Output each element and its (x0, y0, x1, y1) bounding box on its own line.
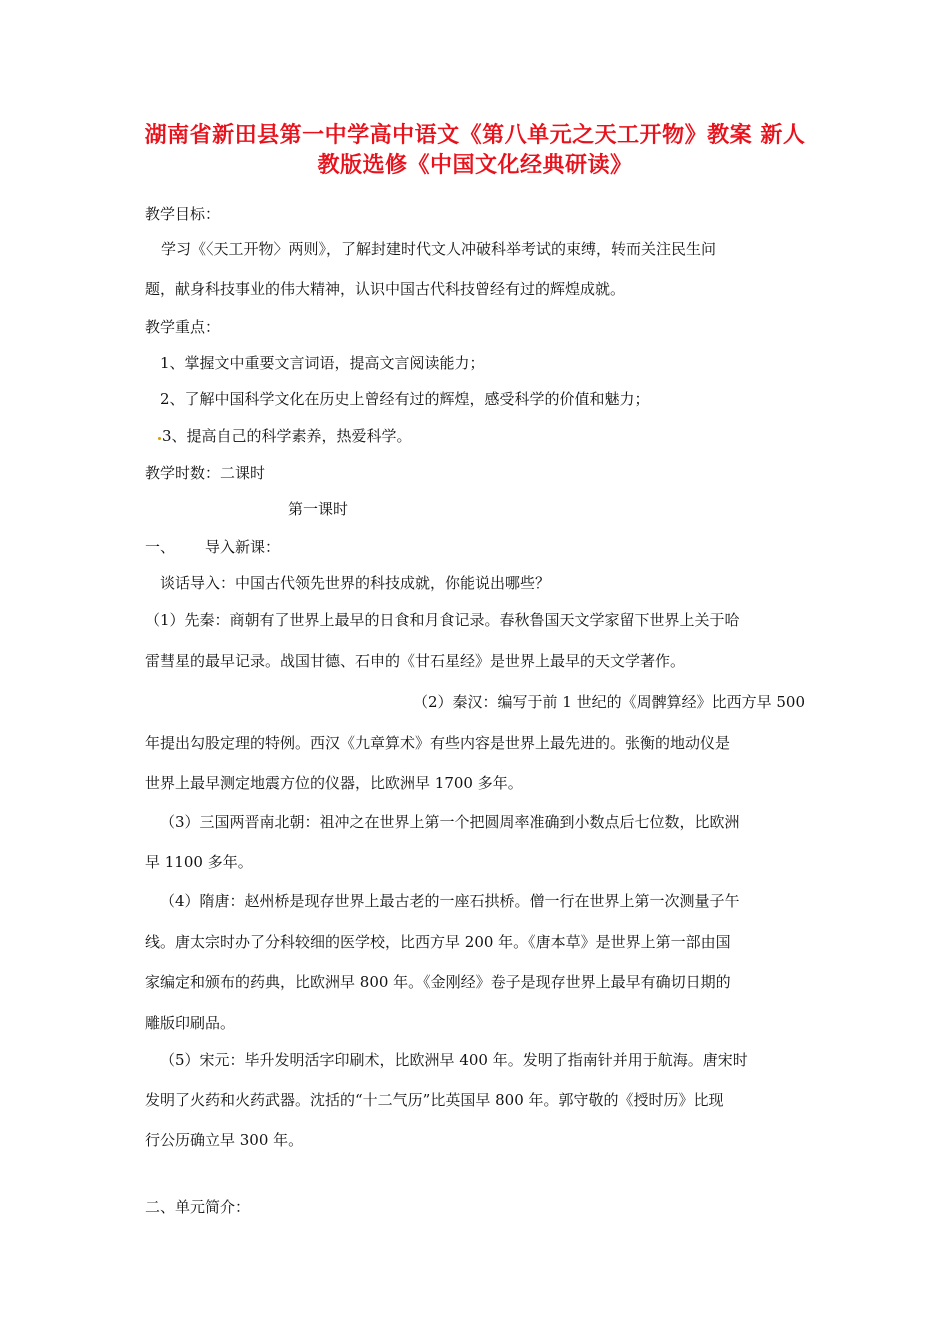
goals-text-line-1: 学习《〈天工开物〉两则》，了解封建时代文人冲破科举考试的束缚，转而关注民生问 (161, 240, 717, 258)
para-5-line-2: 发明了火药和火药武器。沈括的“十二气历”比英国早 800 年。郭守敬的《授时历》比现 (145, 1091, 724, 1109)
para-3-line-2: 早 1100 多年。 (145, 853, 253, 871)
title-line-2: 教版选修《中国文化经典研读》 (317, 152, 633, 178)
para-4-line-4: 雕版印刷品。 (145, 1014, 236, 1032)
para-2-line-1: （2）秦汉：编写于前 1 世纪的《周髀算经》比西方早 500 (412, 693, 805, 711)
teaching-hours: 教学时数：二课时 (145, 464, 266, 482)
document-title (120, 120, 830, 180)
keypoint-item-3: 3、提高自己的科学素养，热爱科学。 (162, 427, 412, 445)
keypoints-heading: 教学重点： (145, 318, 221, 336)
section-2-heading: 二、单元简介： (145, 1198, 251, 1216)
title-line-1: 湖南省新田县第一中学高中语文《第八单元之天工开物》教案 新人 (144, 122, 806, 148)
goals-text-line-2: 题，献身科技事业的伟大精神，认识中国古代科技曾经有过的辉煌成就。 (145, 280, 626, 298)
para-4-line-3: 家编定和颁布的药典，比欧洲早 800 年。《金刚经》卷子是现存世界上最早有确切日期的 (145, 973, 731, 991)
goals-heading: 教学目标： (145, 205, 221, 223)
para-2-line-3: 世界上最早测定地震方位的仪器，比欧洲早 1700 多年。 (145, 774, 523, 792)
section-1-label: 导入新课： (205, 538, 281, 556)
bullet-mark (158, 437, 161, 440)
para-2-line-2: 年提出勾股定理的特例。西汉《九章算术》有些内容是世界上最先进的。张衡的地动仪是 (145, 734, 731, 752)
para-3-line-1: （3）三国两晋南北朝：祖冲之在世界上第一个把圆周率准确到小数点后七位数，比欧洲 (160, 813, 740, 831)
para-5-line-1: （5）宋元：毕升发明活字印刷术，比欧洲早 400 年。发明了指南针并用于航海。唐宋时 (160, 1051, 748, 1069)
para-4-line-1: （4）隋唐：赵州桥是现存世界上最古老的一座石拱桥。僧一行在世界上第一次测量子午 (160, 892, 740, 910)
para-1-line-2: 雷彗星的最早记录。战国甘德、石申的《甘石星经》是世界上最早的天文学著作。 (145, 652, 686, 670)
para-1-line-1: （1）先秦：商朝有了世界上最早的日食和月食记录。春秋鲁国天文学家留下世界上关于哈 (145, 611, 740, 629)
keypoint-item-2: 2、了解中国科学文化在历史上曾经有过的辉煌，感受科学的价值和魅力； (160, 390, 650, 408)
para-5-line-3: 行公历确立早 300 年。 (145, 1131, 304, 1149)
keypoint-item-1: 1、掌握文中重要文言词语，提高文言阅读能力； (160, 354, 485, 372)
lesson-title: 第一课时 (288, 500, 349, 518)
section-1-number: 一、 (145, 538, 176, 556)
intro-text: 谈话导入：中国古代领先世界的科技成就，你能说出哪些？ (160, 574, 551, 592)
para-4-line-2: 线。唐太宗时办了分科较细的医学校，比西方早 200 年。《唐本草》是世界上第一部由国 (145, 933, 731, 951)
section-1-heading (145, 536, 280, 557)
